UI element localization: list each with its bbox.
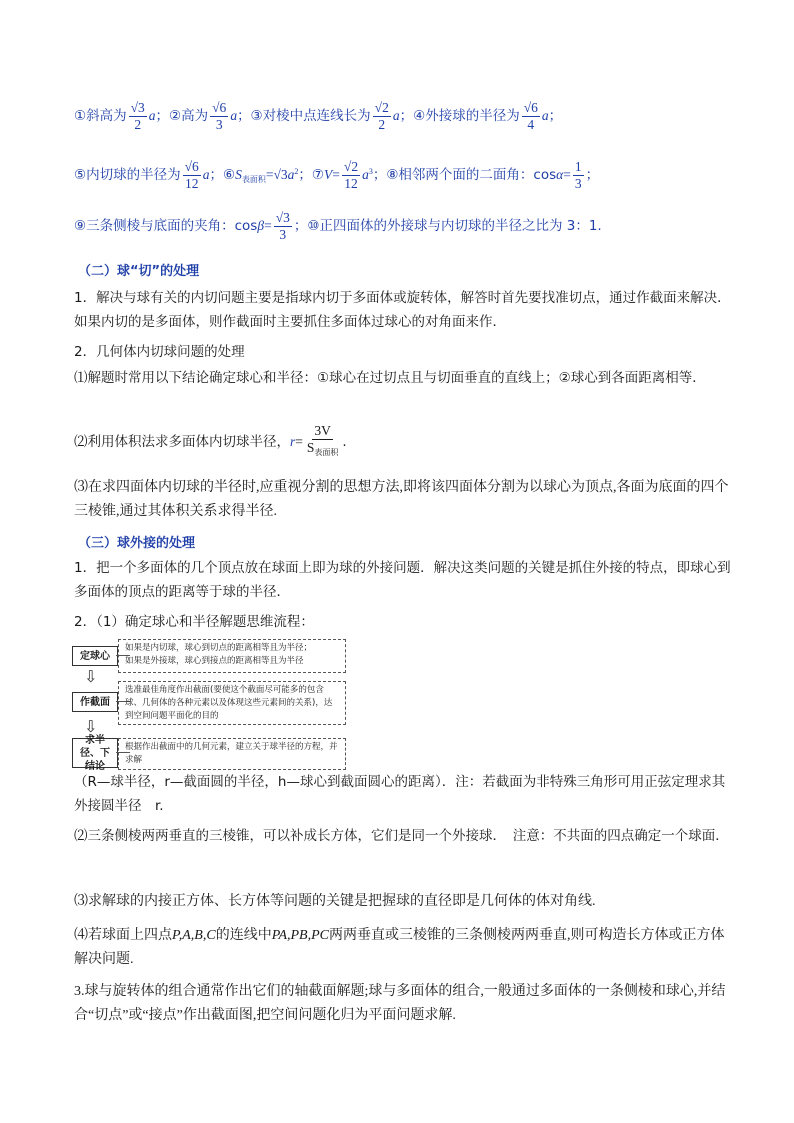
flow-note-locate-center: 如果是内切球，球心到切点的距离相等且为半径； 如果是外接球，球心到接点的距离相等且为半径 (118, 639, 346, 673)
fraction: $\frac{√6}{12}$ (184, 158, 199, 191)
fraction: $\frac{√6}{3}$ (212, 99, 227, 132)
paragraph: 1．把一个多面体的几个顶点放在球面上即为球的外接问题．解决这类问题的关键是抓住外接的特点，即球心到多面体的顶点的距离等于球的半径． (74, 560, 731, 600)
section-heading-circumscribed: （三）球外接的处理 (78, 536, 196, 551)
paragraph: 2．（1）确定球心和半径解题思维流程： (74, 614, 314, 630)
paragraph: （R—球半径，r—截面圆的半径，h—球心到截面圆心的距离）．注：若截面为非特殊三角形可用正弦定理求其外接圆半径 r. (74, 774, 726, 814)
flow-note-solve-radius: 根据作出截面中的几何元素，建立关于球半径的方程，并求解 (118, 738, 346, 770)
paragraph-volume-formula: ⑵利用体积法求多面体内切球半径，r= $\frac{3V}{S_{表面积}}$ . (74, 422, 734, 462)
dihedral-angle-label: ；⑧相邻两个面的二面角：cos (372, 167, 557, 183)
flow-note-section: 选准最佳角度作出截面(要使这个截面尽可能多的包含球、几何体的各种元素以及体现这些元素间的关系)，达到空间问题平面化的目的 (118, 681, 346, 725)
paragraph: 2．几何体内切球问题的处理 (74, 344, 245, 360)
volume-symbol: V (324, 167, 333, 182)
fraction: $\frac{√2}{12}$ (343, 158, 359, 191)
midpoint-line-label: ；③对棱中点连线长为 (237, 108, 371, 124)
fraction: $\frac{3V}{S_{表面积}}$ (306, 423, 339, 457)
arrow-down-icon: ⇩ (84, 717, 98, 736)
flow-step-section: 作截面 (72, 692, 118, 712)
fraction: $\frac{1}{3}$ (574, 158, 582, 191)
flow-step-solve-radius: 求半径、下结论 (72, 738, 118, 768)
formula-row-3: ⑨三条侧棱与底面的夹角：cosβ= $\frac{√3}{3}$ ；⑩正四面体的外接球与内切球的半径之比为 3：1. (74, 209, 602, 242)
paragraph: ⑴解题时常用以下结论确定球心和半径：①球心在过切点且与切面垂直的直线上；②球心到各面距离相等． (74, 370, 706, 386)
paragraph: ⑵三条侧棱两两垂直的三棱锥，可以补成长方体，它们是同一个外接球． 注意：不共面的四点确定一个球面． (74, 828, 729, 844)
insphere-radius-label: ⑤内切球的半径为 (74, 167, 181, 183)
edge-base-angle-label: ⑨三条侧棱与底面的夹角：cos (74, 218, 258, 234)
surface-area-symbol: S (235, 167, 242, 182)
paragraph: 1．解决与球有关的内切问题主要是指球内切于多面体或旋转体，解答时首先要找准切点，通过作截面来解决．如果内切的是多面体，则作截面时主要抓住多面体过球心的对角面来作． (74, 290, 731, 330)
formula-row-2: ⑤内切球的半径为 $\frac{√6}{12}$ a；$⑥S_{表面积}=√3a^2$；⑦V= $\frac{√2}{12}$ $a^3$；⑧相邻两个面的二面角：cosα= $\frac{1}{3}$ ； (74, 158, 600, 191)
paragraph: 3.球与旋转体的组合通常作出它们的轴截面解题;球与多面体的组合,一般通过多面体的一条侧棱和球心,并结合“切点”或“接点”作出截面图,把空间问题化归为平面问题求解. (74, 984, 726, 1023)
fraction: $\frac{√2}{2}$ (374, 99, 389, 132)
paragraph-four-points: ⑷若球面上四点P,A,B,C的连线中PA,PB,PC两两垂直或三棱锥的三条侧棱两两垂直,则可构造长方体或正方体解决问题. (74, 928, 725, 967)
flow-step-locate-center: 定球心 (72, 646, 118, 666)
formula-row-1: ①斜高为 $\frac{√3}{2}$ a；②高为 $\frac{√6}{3}$ a；③对棱中点连线长为 $\frac{√2}{2}$ a；④外接球的半径为 $\frac{√6}{4}$ a； (74, 99, 563, 132)
height-label: ；②高为 (155, 108, 209, 124)
slant-height-label: ①斜高为 (74, 108, 127, 124)
radius-ratio-label: ；⑩正四面体的外接球与内切球的半径之比为 3：1. (293, 218, 602, 234)
fraction: $\frac{√3}{2}$ (130, 99, 145, 132)
section-heading-tangent: （二）球“切”的处理 (78, 264, 200, 279)
circumsphere-radius-label: ；④外接球的半径为 (399, 108, 520, 124)
fraction: $\frac{√6}{4}$ (523, 99, 538, 132)
fraction: $\frac{√3}{3}$ (275, 209, 290, 242)
paragraph: ⑶在求四面体内切球的半径时,应重视分割的思想方法,即将该四面体分割为以球心为顶点,各面为底面的四个三棱锥,通过其体积关系求得半径. (74, 480, 729, 519)
arrow-down-icon: ⇩ (84, 667, 98, 686)
paragraph: ⑶求解球的内接正方体、长方体等问题的关键是把握球的直径即是几何体的体对角线. (74, 894, 596, 909)
